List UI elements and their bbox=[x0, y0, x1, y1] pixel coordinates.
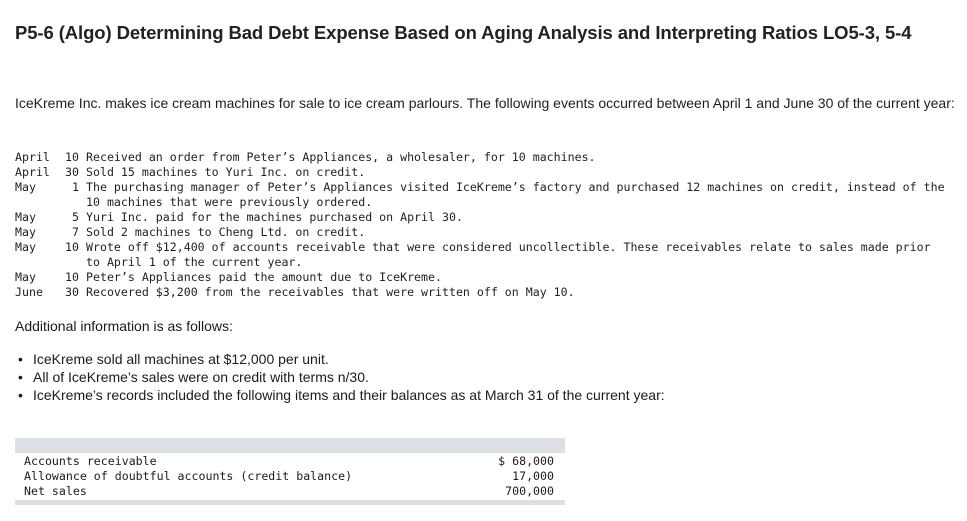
bullet-icon: • bbox=[18, 387, 23, 403]
events-list bbox=[15, 150, 946, 300]
event-day: 10 bbox=[65, 150, 79, 164]
event-row bbox=[15, 210, 946, 225]
bullet-icon: • bbox=[18, 351, 23, 367]
table-footer-bar bbox=[15, 500, 565, 505]
event-row bbox=[15, 150, 946, 165]
event-text: The purchasing manager of Peter’s Appliances visited IceKreme’s factory and purchased 12 machines on credit, instead of the 10 machines that were previously ordered. bbox=[86, 180, 945, 209]
table-row bbox=[15, 454, 565, 469]
event-text: Sold 2 machines to Cheng Ltd. on credit. bbox=[86, 225, 366, 239]
table-row bbox=[15, 484, 565, 499]
event-month: May bbox=[15, 180, 36, 194]
event-text: Wrote off $12,400 of accounts receivable that were considered uncollectible. These receivables relate to sales made prior to April 1 of the current year. bbox=[86, 240, 931, 269]
list-item bbox=[15, 386, 665, 404]
page-title: P5-6 (Algo) Determining Bad Debt Expense Based on Aging Analysis and Interpreting Ratios LO5-3, 5-4 bbox=[15, 22, 912, 43]
event-row bbox=[15, 180, 946, 210]
bullet-list bbox=[15, 350, 665, 404]
list-item bbox=[15, 368, 665, 386]
balance-label: Allowance of doubtful accounts (credit balance) bbox=[24, 469, 353, 483]
event-month: June bbox=[15, 285, 43, 299]
event-row bbox=[15, 225, 946, 240]
event-day: 10 bbox=[65, 270, 79, 284]
balance-label: Accounts receivable bbox=[24, 454, 157, 468]
event-day: 1 bbox=[72, 180, 79, 194]
bullet-text: All of IceKreme’s sales were on credit with terms n/30. bbox=[33, 369, 369, 385]
event-month: May bbox=[15, 270, 36, 284]
event-row bbox=[15, 270, 946, 285]
event-day: 10 bbox=[65, 240, 79, 254]
event-text: Sold 15 machines to Yuri Inc. on credit. bbox=[86, 165, 366, 179]
event-month: May bbox=[15, 210, 36, 224]
event-row bbox=[15, 285, 946, 300]
event-month: April bbox=[15, 150, 50, 164]
event-text: Recovered $3,200 from the receivables that were written off on May 10. bbox=[86, 285, 575, 299]
bullet-text: IceKreme’s records included the following items and their balances as at March 31 of the current year: bbox=[33, 387, 665, 403]
table-row bbox=[15, 469, 565, 484]
balance-value: $ 68,000 bbox=[498, 454, 554, 468]
bullet-icon: • bbox=[18, 369, 23, 385]
event-day: 5 bbox=[72, 210, 79, 224]
event-day: 30 bbox=[65, 165, 79, 179]
table-header-bar bbox=[15, 438, 565, 453]
event-month: April bbox=[15, 165, 50, 179]
balances-table bbox=[15, 438, 565, 505]
event-month: May bbox=[15, 225, 36, 239]
event-row bbox=[15, 240, 946, 270]
additional-info-heading: Additional information is as follows: bbox=[15, 318, 233, 334]
intro-paragraph: IceKreme Inc. makes ice cream machines for sale to ice cream parlours. The following events occurred between April 1 and June 30 of the current year: bbox=[15, 95, 955, 111]
event-text: Received an order from Peter’s Appliances, a wholesaler, for 10 machines. bbox=[86, 150, 596, 164]
event-month: May bbox=[15, 240, 36, 254]
bullet-text: IceKreme sold all machines at $12,000 per unit. bbox=[33, 351, 329, 367]
event-day: 30 bbox=[65, 285, 79, 299]
event-row bbox=[15, 165, 946, 180]
event-day: 7 bbox=[72, 225, 79, 239]
balance-label: Net sales bbox=[24, 484, 87, 498]
balance-value: 17,000 bbox=[512, 469, 554, 483]
event-text: Peter’s Appliances paid the amount due to IceKreme. bbox=[86, 270, 442, 284]
balance-value: 700,000 bbox=[505, 484, 554, 498]
list-item bbox=[15, 350, 665, 368]
event-text: Yuri Inc. paid for the machines purchased on April 30. bbox=[86, 210, 463, 224]
